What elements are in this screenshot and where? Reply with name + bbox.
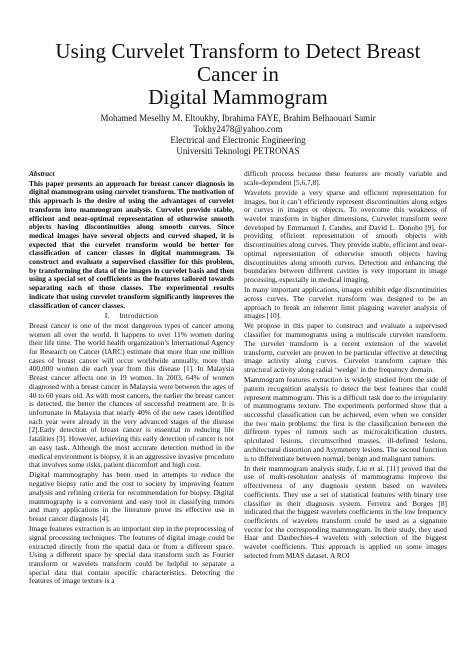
right-paragraph: Wavelets provide a very sparse and efficient representation for images, but it can’t efficiently represent discontinuities along edges or curves in images or objects. To overcome this weakness of wavelet transform in higher dimensions, Curvelet transform were developed by Emmanuel J. Candes, and David L. Donoho [9], for providing efficient representation of smooth objects with discontinuities along curves. They provide stable, efficient and near-optimal representation of otherwise smooth objects having discontinuities along smooth curves. Detection and enhancing the boundaries between different cavities is very important in image processing, especially in medical imaging. <box>244 187 447 284</box>
author-university: Universiti Teknologi PETRONAS <box>176 146 300 156</box>
body-columns <box>29 170 447 588</box>
paper-title <box>29 40 447 109</box>
author-department: Electrical and Electronic Engineering <box>170 135 306 145</box>
abstract-text: This paper presents an approach for breast cancer diagnosis in digital mammogram using curvelet transform. The motivation of this approach is the desire of using the advantages of curvelet transform into mammogram analysis. Curvelet provide stable, efficient and near-optimal representation of otherwise smooth objects having discontinuities along smooth curves. Since medical images have several objects and curved shaped, it is expected that the curvelet transform would be better for classification of cancer classes in digital mammogram. To construct and evaluate a supervised classifier for this problem, by transforming the data of the images in curvelet basis and then using a special set of coefficients as the features tailored towards separating each of those classes. The experimental results indicate that using curvelet transform significantly improves the classification of cancer classes. <box>29 178 234 310</box>
right-paragraph: Mammogram features extraction is widely studied from the side of pattern recognition analysis to detect the best features that could represent mammogram. This is a difficult task due to the irregularity of mammograms texture. The experiments performed show that a successful classification can be achieved, even when we consider the two main problems: the first is the classification between the different types of tumors such as microcalcification clusters, spiculated lesions, circumscribed masses, ill-defined lesions, architectural distortion and Asymmetry lesions. The second function is to differentiate between normal, benign and malignant tumors. <box>244 375 447 463</box>
title-line-1: Using Curvelet Transform to Detect Breast Cancer in <box>55 39 421 86</box>
author-names: Mohamed Meselhy M. Eltoukhy, Ibrahima FAYE, Brahim Belhaouari Samir <box>100 113 376 123</box>
abstract-heading: Abstract <box>29 169 55 178</box>
left-paragraph: Digital mammography has been used in attempts to reduce the negative biopsy ratio and the cost to society by improving feature analysis and refining criteria for recommendation for biopsy. Digital mammography is a convenient and easy tool in classifying tumors and many applications in the literature prove its effective use in breast cancer diagnosis [4]. <box>29 470 234 523</box>
section-heading-introduction: I. Introduction <box>104 311 159 321</box>
right-paragraph: In their mammogram analysis study, Liu et al. [11] proved that the use of multi-resolution analysis of mammograms improve the effectiveness of any diagnosis system based on wavelets coefficients. They use a set of statistical features with binary tree classifier in their diagnosis system. Ferreira and Borges [8] indicated that the biggest wavelets coefficients in the low frequency coefficients of wavelets transform could be used as a signature vector for the corresponding mammogram. In their study, they used Haar and Daubechies-4 wavelets with selection of the biggest wavelet coefficients. This approach is applied on some images selected from MIAS dataset. A ROI <box>244 463 447 560</box>
right-paragraph: In many important applications, images exhibit edge discontinuities across curves. The curvelet transform was designed to be an approach to break an inherent limit plaguing wavelet analysis of images [10]. <box>244 285 447 321</box>
right-column <box>244 170 447 588</box>
right-paragraph: difficult process because these features are mostly variable and scale-dependent [5,6,7,8]. <box>244 169 447 187</box>
author-block <box>29 113 447 157</box>
title-line-2: Digital Mammogram <box>148 85 328 109</box>
right-paragraph: We propose in this paper to construct and evaluate a supervised classifier for mammograms using a multiscale curvelet transform. The curvelet transform is a recent extension of the wavelet transform, curvelet are proven to be particular effective at detecting image activity along curves. Curvelet transform capture this structural activity along radial ‘wedge’ in the frequency domain. <box>244 321 447 374</box>
left-paragraph: Image features extraction is an important step in the preprocessing of signal processing techniques. The features of digital image could be extracted directly from the spatial data or from a different space. Using a different space by special data transform such as Fourier transform or wavelets transform could be helpful to separate a special data that contain specific characteristics. Detecting the features of image texture is a <box>29 524 234 586</box>
left-column <box>29 170 234 588</box>
left-paragraph: Breast cancer is one of the most dangerous types of cancer among women all over the world. It happens to over 11% women during their life time. The world health organization’s International Agency for Research on Cancer (IARC) estimate that more than one million cases of breast cancer will occur worldwide annually, more than 400,000 women die each year from this disease [1]. In Malaysia Breast cancer affects one in 19 women. In 2003, 64% of women diagnosed with a breast cancer in Malaysia were between the ages of 40 to 60 years old. As with most cancers, the earlier the breast cancer is detected, the better the chances of successful treatment are. It is unfortunate in Malaysia that nearly 40% of the new cases identified each year were already in the very advanced stages of the disease [2].Early detection of breast cancer is essential in reducing life fatalities [3]. However, achieving this early detection of cancer is not an easy task. Although the most accurate detection method in the medical environment is biopsy, it is an aggressive invasive procedure that involves some risks, patient discomfort and high cost. <box>29 320 234 470</box>
author-email: Tokhy2478@yahoo.com <box>193 124 283 134</box>
